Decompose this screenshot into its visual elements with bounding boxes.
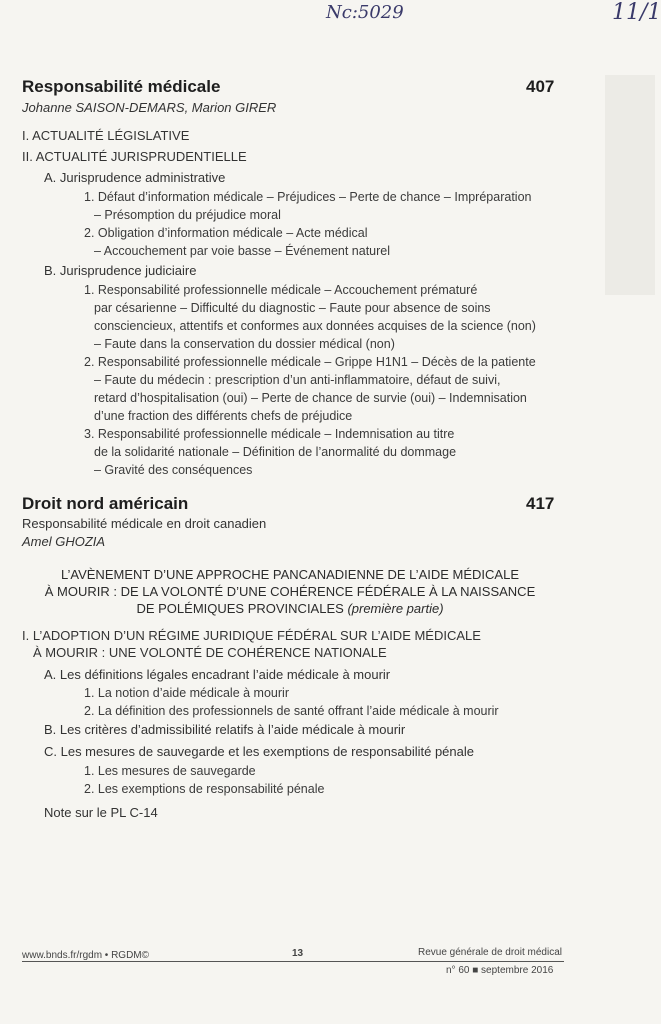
handwritten-reference: Nc:5029 (326, 2, 404, 23)
toc-entry: 1. Responsabilité professionnelle médicale – Accouchement prématuré par césarienne – Difficulté du diagnostic – Faute pour absence de soins consciencieux, attentifs et conformes aux données acquises de la science (non) – Faute dans la conservation du dossier médical (non) (84, 283, 536, 351)
footer-issue: n° 60 ■ septembre 2016 (446, 965, 554, 976)
toc-entry: 3. Responsabilité professionnelle médicale – Indemnisation au titre de la solidarité nationale – Définition de l’anormalité du dommage – Gravité des conséquences (84, 427, 457, 477)
section-authors: Johanne SAISON-DEMARS, Marion GIRER (22, 100, 277, 115)
toc-entry: 1. Défaut d’information médicale – Préjudices – Perte de chance – Impréparation – Présomption du préjudice moral (84, 190, 532, 222)
toc-subheading: A. Jurisprudence administrative (44, 170, 226, 185)
toc-item: II. ACTUALITÉ JURISPRUDENTIELLE (22, 149, 247, 164)
toc-entry: 2. Les exemptions de responsabilité pénale (84, 782, 325, 796)
section-subtitle: Responsabilité médicale en droit canadien (22, 516, 267, 531)
section-page-number: 407 (526, 77, 555, 96)
toc-item: I. ACTUALITÉ LÉGISLATIVE (22, 128, 190, 143)
footer-page-number: 13 (292, 948, 304, 959)
toc-subheading: A. Les définitions légales encadrant l’aide médicale à mourir (44, 667, 391, 682)
handwritten-page-mark: 11/1 (612, 0, 661, 25)
section-page-number: 417 (526, 494, 555, 513)
section-title: Droit nord américain (22, 494, 189, 513)
footer-journal: Revue générale de droit médical (418, 947, 562, 958)
part-heading: I. L’ADOPTION D’UN RÉGIME JURIDIQUE FÉDÉRAL SUR L’AIDE MÉDICALE À MOURIR : UNE VOLONTÉ DE COHÉRENCE NATIONALE (22, 628, 481, 660)
toc-entry: 1. Les mesures de sauvegarde (84, 764, 256, 778)
section-author: Amel GHOZIA (22, 534, 106, 549)
toc-entry: 2. Obligation d’information médicale – Acte médical – Accouchement par voie basse – Événement naturel (84, 226, 391, 258)
toc-entry: 1. La notion d’aide médicale à mourir (84, 686, 289, 700)
toc-entry: 2. Responsabilité professionnelle médicale – Grippe H1N1 – Décès de la patiente – Faute du médecin : prescription d’un anti-inflammatoire, défaut de suivi, retard d’hospitalisation (oui) – Perte de chance de survie (oui) – Indemnisation d’une fraction des différents chefs de préjudice (84, 355, 536, 423)
toc-subheading: C. Les mesures de sauvegarde et les exemptions de responsabilité pénale (44, 744, 474, 759)
toc-entry: 2. La définition des professionnels de santé offrant l’aide médicale à mourir (84, 704, 499, 718)
footer-rule (22, 961, 564, 962)
article-title: L’AVÈNEMENT D’UNE APPROCHE PANCANADIENNE DE L’AIDE MÉDICALE À MOURIR : DE LA VOLONTÉ D’UNE COHÉRENCE FÉDÉRALE À LA NAISSANCE DE POLÉMIQUES PROVINCIALES (première partie) (44, 567, 536, 616)
section-title: Responsabilité médicale (22, 77, 221, 96)
toc-subheading: B. Jurisprudence judiciaire (44, 263, 197, 278)
footer-website: www.bnds.fr/rgdm • RGDM© (22, 950, 150, 961)
bleed-through-block (605, 75, 655, 295)
toc-subheading: B. Les critères d’admissibilité relatifs à l’aide médicale à mourir (44, 722, 406, 737)
note-line: Note sur le PL C-14 (44, 805, 158, 820)
